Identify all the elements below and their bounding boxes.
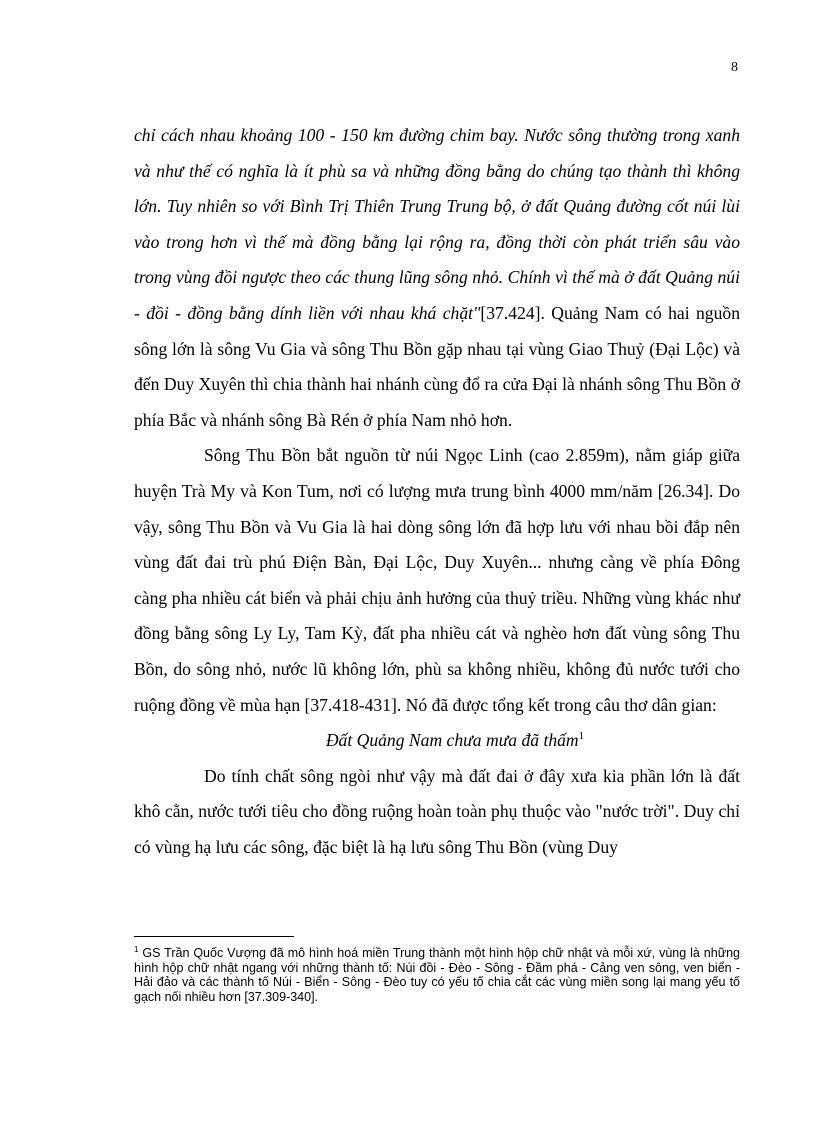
footnote-marker: 1 <box>134 945 139 954</box>
footnote <box>134 946 740 1004</box>
page-number: 8 <box>731 60 738 75</box>
verse-text: Đất Quảng Nam chưa mưa đã thấm <box>325 730 579 751</box>
quote-citation: [37.424]. <box>480 302 545 323</box>
paragraph-2: Sông Thu Bồn bắt nguồn từ núi Ngọc Linh (cao 2.859m), nằm giáp giữa huyện Trà My và Kon Tum, nơi có lượng mưa trung bình 4000 mm/năm [26.34]. Do vậy, sông Thu Bồn và Vu Gia là hai dòng sông lớn đã hợp lưu với nhau bồi đắp nên vùng đất đai trù phú Điện Bàn, Đại Lộc, Duy Xuyên... nhưng càng về phía Đông càng pha nhiều cát biển và phải chịu ảnh hưởng của thuỷ triều. Những vùng khác như đồng bằng sông Ly Ly, Tam Kỳ, đất pha nhiều cát và nghèo hơn đất vùng sông Thu Bồn, do sông nhỏ, nước lũ không lớn, phù sa không nhiều, không đủ nước tưới cho ruộng đồng về mùa hạn [37.418-431]. Nó đã được tổng kết trong câu thơ dân gian: <box>134 445 740 715</box>
footnote-text: GS Trần Quốc Vượng đã mô hình hoá miền Trung thành một hình hộp chữ nhật và mỗi xứ, vùng là những hình hộp chữ nhật ngang với những thành tố: Núi đồi - Đèo - Sông - Đầm phá - Cảng ven sông, ven biển - Hải đảo và các thành tố Núi - Biển - Sông - Đèo tuy có yếu tố chia cắt các vùng miền song lại mang yếu tố gạch nối nhiều hơn [37.309-340]. <box>134 946 740 1004</box>
body-text <box>134 118 740 865</box>
paragraph-3: Do tính chất sông ngòi như vậy mà đất đai ở đây xưa kia phần lớn là đất khô cằn, nước tưới tiêu cho đồng ruộng hoàn toàn phụ thuộc vào "nước trời". Duy chỉ có vùng hạ lưu các sông, đặc biệt là hạ lưu sông Thu Bồn (vùng Duy <box>134 765 740 857</box>
paragraph-1 <box>134 118 740 438</box>
quoted-passage: chỉ cách nhau khoảng 100 - 150 km đường chim bay. Nước sông thường trong xanh và như thế có nghĩa là ít phù sa và những đồng bằng do chúng tạo thành thì không lớn. Tuy nhiên so với Bình Trị Thiên Trung Trung bộ, ở đất Quảng đường cốt núi lùi vào trong hơn vì thế mà đồng bằng lại rộng ra, đồng thời còn phát triển sâu vào trong vùng đồi ngược theo các thung lũng sông nhỏ. Chính vì thế mà ở đất Quảng núi - đồi - đồng bằng dính liền với nhau khá chặt" <box>134 125 740 323</box>
verse-line <box>134 723 740 759</box>
paragraph-1-rest: Quảng Nam có hai nguồn sông lớn là sông Vu Gia và sông Thu Bồn gặp nhau tại vùng Giao Thuỷ (Đại Lộc) và đến Duy Xuyên thì chia thành hai nhánh cùng đổ ra cửa Đại là nhánh sông Thu Bồn ở phía Bắc và nhánh sông Bà Rén ở phía Nam nhỏ hơn. <box>134 302 740 430</box>
footnote-separator <box>134 936 294 937</box>
footnote-reference[interactable]: 1 <box>578 730 585 743</box>
